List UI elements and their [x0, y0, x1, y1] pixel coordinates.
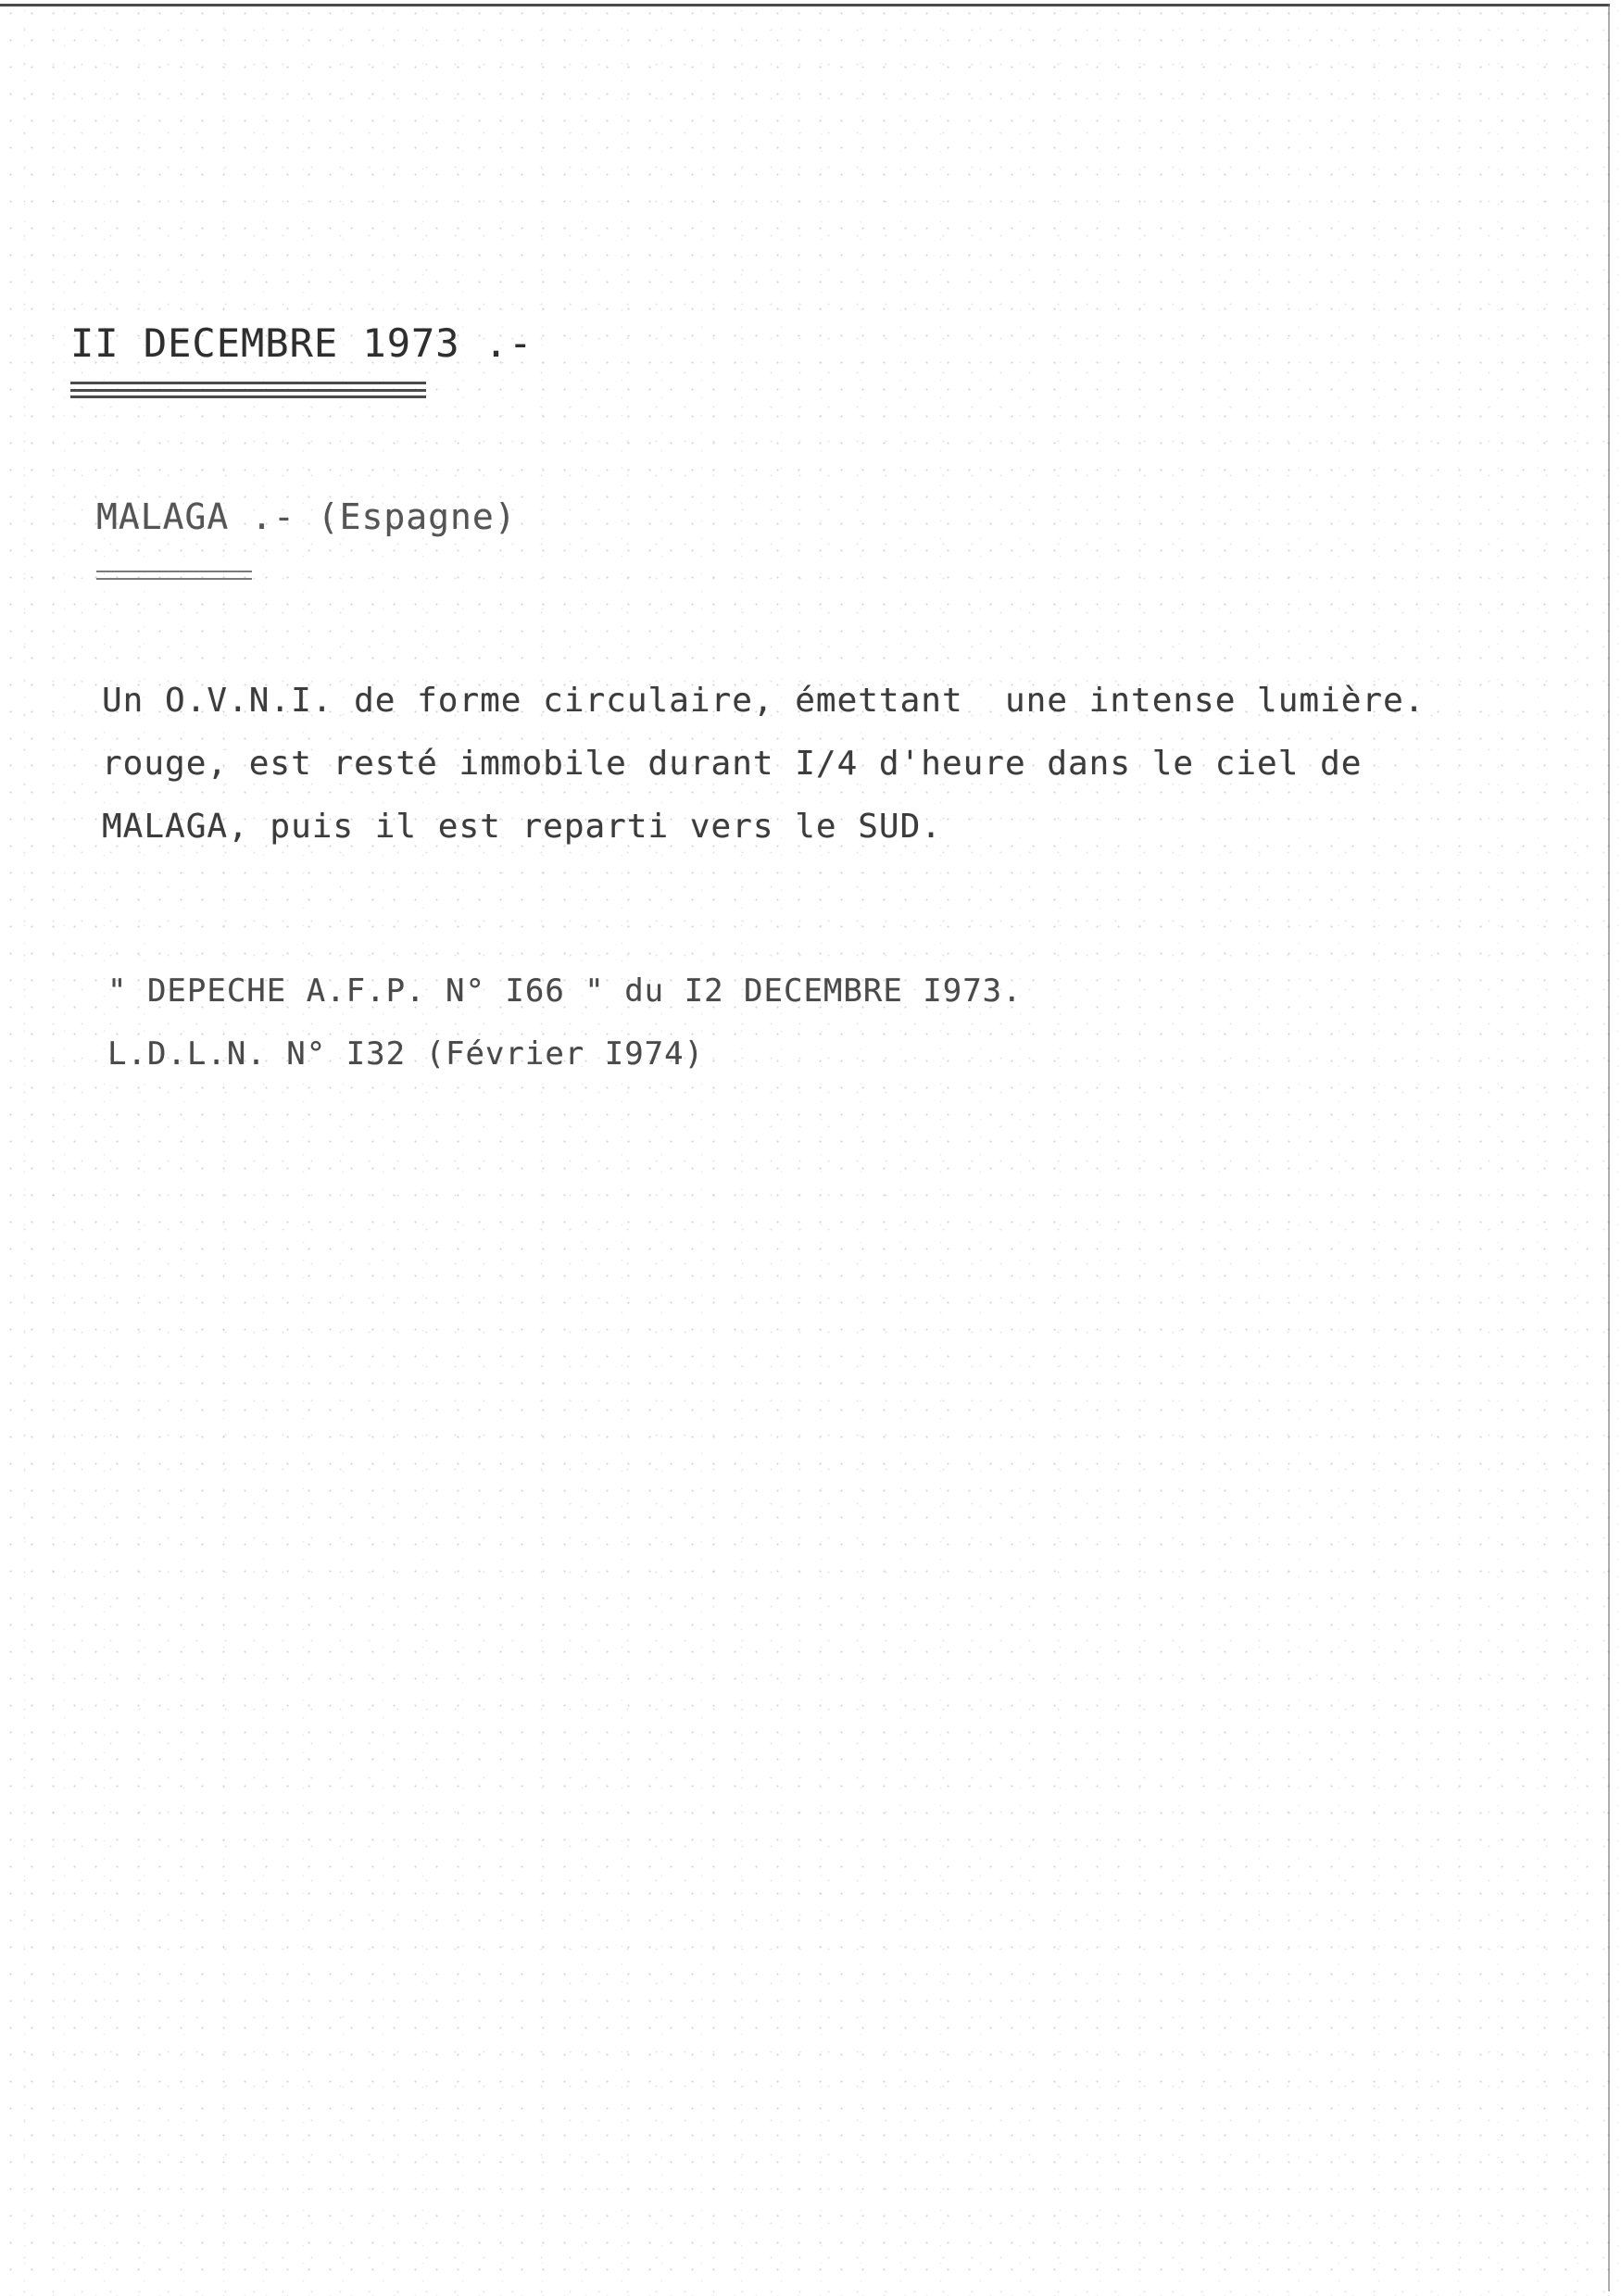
- body-line-1: Un O.V.N.I. de forme circulaire, émettant une intense lumière.: [102, 682, 1426, 720]
- date-heading: II DECEMBRE 1973 .-: [70, 320, 534, 366]
- location-heading: MALAGA .- (Espagne): [96, 496, 517, 537]
- body-line-2: rouge, est resté immobile durant I/4 d'heure dans le ciel de: [102, 745, 1363, 783]
- reference-afp-dispatch: " DEPECHE A.F.P. N° I66 " du I2 DECEMBRE I973.: [107, 972, 1023, 1010]
- reference-ldln: L.D.L.N. N° I32 (Février I974): [107, 1035, 705, 1073]
- date-heading-underline-second: [70, 389, 426, 392]
- page-right-border: [1608, 4, 1610, 2291]
- date-heading-underline: [70, 382, 426, 384]
- location-underline: [96, 571, 252, 572]
- date-heading-underline-third: [70, 395, 426, 398]
- page-top-border: [0, 4, 1610, 6]
- location-underline-second: [96, 578, 252, 580]
- body-line-3: MALAGA, puis il est reparti vers le SUD.: [102, 808, 942, 846]
